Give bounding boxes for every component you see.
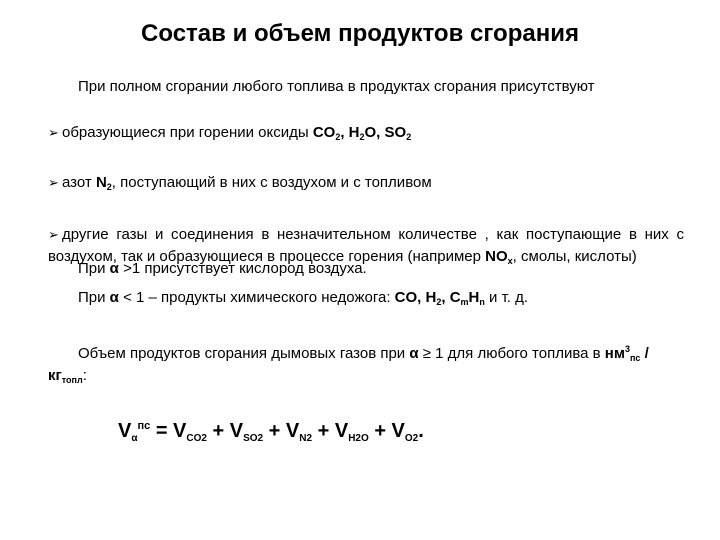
alpha-greater-line: При α >1 присутствует кислород воздуха. bbox=[78, 260, 367, 277]
alpha-symbol: α bbox=[109, 289, 119, 306]
bullet-other-text-b: , смолы, кислоты) bbox=[512, 248, 637, 265]
formula-co2: $CO_2$, $H_2O$, $SO_2$ bbox=[312, 124, 412, 142]
bullet-nitrogen-text-b: , поступающий в них с воздухом и с топливом bbox=[111, 174, 432, 191]
bullet-oxides bbox=[48, 122, 684, 144]
arrow-bullet-icon: ➢ bbox=[48, 227, 59, 242]
formula-incomplete-combustion: CO, $H_2$, $C_mH_n$ bbox=[394, 289, 485, 307]
bullet-nitrogen bbox=[48, 172, 684, 194]
formula-nox: $NO_x$ bbox=[485, 248, 513, 266]
arrow-bullet-icon: ➢ bbox=[48, 175, 59, 190]
volume-paragraph: Объем продуктов сгорания дымовых газов при α ≥ 1 для любого топлива в $нм^3_{пс} / кг_{топл}$: bbox=[48, 344, 649, 385]
bullet-oxides-text: образующиеся при горении оксиды bbox=[62, 124, 313, 141]
slide-title: Состав и объем продуктов сгорания bbox=[141, 20, 579, 47]
arrow-bullet-icon: ➢ bbox=[48, 125, 59, 140]
formula-n2: $N_2$ bbox=[95, 174, 112, 192]
alpha-symbol: α bbox=[109, 260, 119, 277]
bullet-other-text-a: другие газы и соединения в незначительном количестве , как поступающие в них с воздухом, так и образующиеся в процессе горения (например bbox=[48, 226, 684, 265]
bullet-nitrogen-text-a: азот bbox=[62, 174, 96, 191]
intro-paragraph: При полном сгорании любого топлива в продуктах сгорания присутствуют bbox=[78, 78, 595, 95]
volume-unit: $нм^3_{пс} / кг_{топл}$ bbox=[48, 344, 649, 385]
alpha-symbol: α bbox=[409, 345, 419, 362]
alpha-less-line: При α < 1 – продукты химического недожога: CO, $H_2$, $C_mH_n$ и т. д. bbox=[78, 289, 529, 307]
volume-formula: $V_\alpha^{пс} = V_{CO2} + V_{SO2} + V_{N2} + V_{H2O} + V_{O2}$. bbox=[118, 420, 424, 444]
